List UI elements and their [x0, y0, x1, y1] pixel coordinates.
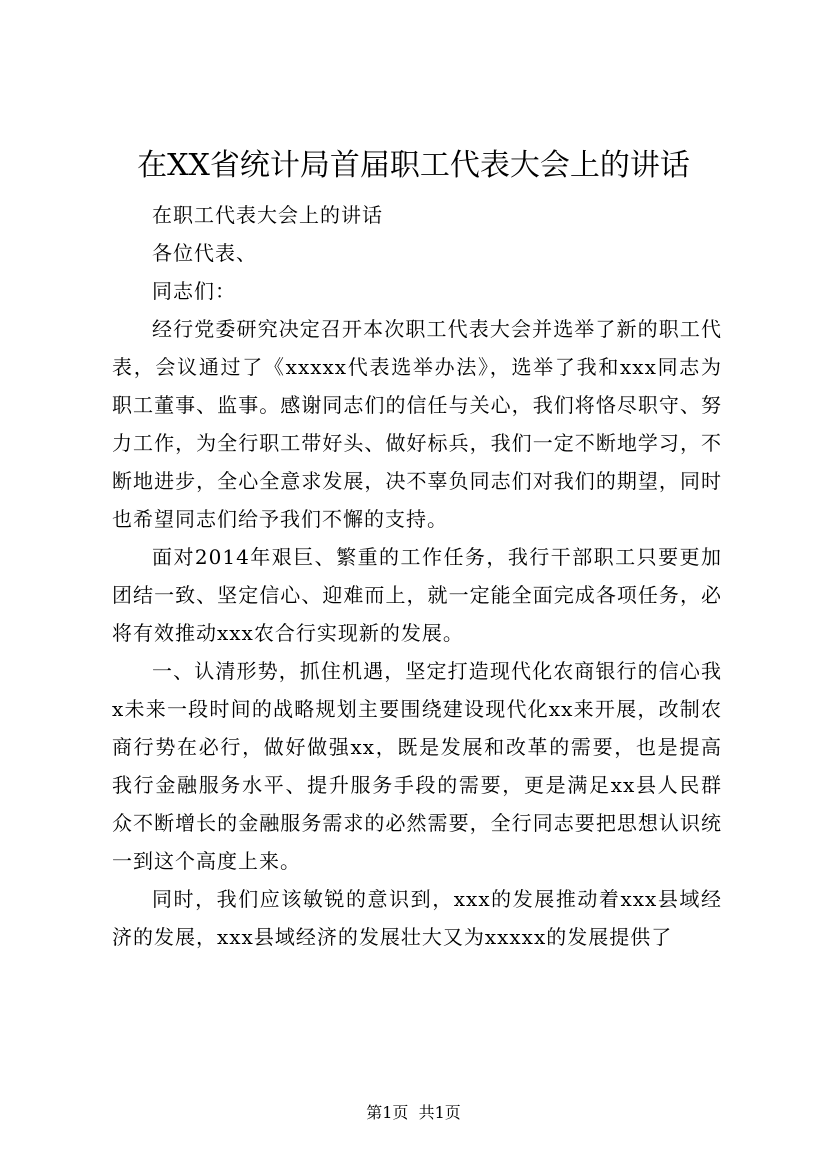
document-title: 在XX省统计局首届职工代表大会上的讲话 [137, 148, 690, 183]
paragraph-section-one: 一、认清形势，抓住机遇，坚定打造现代化农商银行的信心我x未来一段时间的战略规划主要围绕建设现代化xx来开展，改制农商行势在必行，做好做强xx，既是发展和改革的需要，也是提高我行金融服务水平、提升服务手段的需要，更是满足xx县人民群众不断增长的金融服务需求的必然需要，全行同志要把思想认识统一到这个高度上来。 [112, 659, 722, 873]
paragraph-2014-tasks: 面对2014年艰巨、繁重的工作任务，我行干部职工只要更加团结一致、坚定信心、迎难而上，就一定能全面完成各项任务，必将有效推动xxx农合行实现新的发展。 [112, 545, 722, 645]
paragraph-salutation-comrades: 同志们： [152, 279, 236, 303]
paragraph-subtitle: 在职工代表大会上的讲话 [152, 203, 383, 227]
paragraph-salutation-delegates: 各位代表、 [152, 241, 257, 265]
document-body [112, 196, 722, 956]
paragraph-development: 同时，我们应该敏锐的意识到，xxx的发展推动着xxx县域经济的发展，xxx县域经济的发展壮大又为xxxxx的发展提供了 [112, 887, 722, 949]
page-number-footer: 第1页 共1页 [366, 1103, 461, 1122]
paragraph-election-thanks: 经行党委研究决定召开本次职工代表大会并选举了新的职工代表，会议通过了《xxxxx代表选举办法》，选举了我和xxx同志为职工董事、监事。感谢同志们的信任与关心，我们将恪尽职守、努力工作，为全行职工带好头、做好标兵，我们一定不断地学习，不断地进步，全心全意求发展，决不辜负同志们对我们的期望，同时也希望同志们给予我们不懈的支持。 [112, 317, 722, 531]
